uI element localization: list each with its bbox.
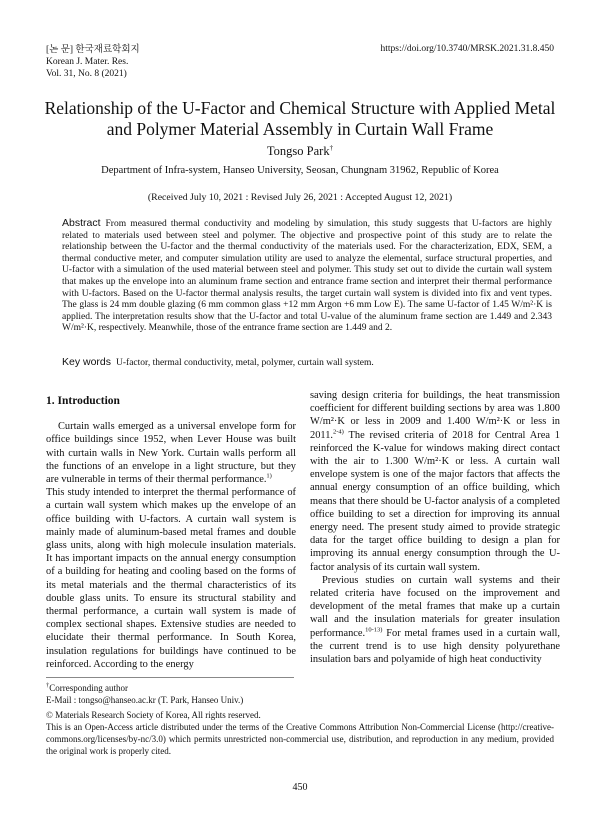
abstract <box>62 218 552 335</box>
affiliation: Department of Infra-system, Hanseo University, Seosan, Chungnam 31962, Republic of Korea <box>101 165 499 176</box>
footnote-divider <box>46 677 294 678</box>
title-line-2: and Polymer Material Assembly in Curtain Wall Frame <box>106 119 494 139</box>
paragraph <box>310 389 560 574</box>
paragraph: This study intended to interpret the thermal performance of a curtain wall system which makes up the envelope of an office building with U-factors. A curtain wall system is mainly made of aluminum-based metal frames and double glass units, along with high molecule insulation materials. It has important impacts on the annual energy consumption of a building for heating and cooling based on the forms of its metal materials and the thermal characteristics of its double glass units. To ensure its structural stability and thermal performance, a curtain wall system is made of complex sectional shapes. Extensive studies are needed to elucidate their thermal performance. In South Korea, insulation regulations for buildings have continued to be reinforced. According to the energy <box>46 487 296 670</box>
abstract-label: Abstract <box>62 217 101 229</box>
section-heading: 1. Introduction <box>46 395 120 407</box>
paragraph <box>46 420 296 486</box>
page-number: 450 <box>292 782 308 793</box>
author-mark: † <box>329 143 334 152</box>
journal-name-korean: [논 문] 한국재료학회지 <box>46 45 140 55</box>
author-name: Tongso Park <box>266 144 330 158</box>
abstract-text: From measured thermal conductivity and modeling by simulation, this study suggests that U-factors are highly related to materials used between steel and polymer. The objective and prospective point of this study are to relate the relationship between the U-factor and the thermal conductivity of the materials used. For the characterization, EDX, SEM, a thermal conductive meter, and computer simulation utility are used to analyze the elemental, surface structural properties, and U-factor with a simulation of the used material between steel and polymer. This study set out to divide the curtain wall system that makes up the envelope into an aluminum frame section and entrance frame section and interpret their thermal performance with U-factors. Based on the U-factor thermal analysis results, the target curtain wall system is divided into fix and vent types. The glass is 24 mm double glazing (6 mm common glass +12 mm Argon +6 mm Low E). The same U-factor of 1.45 W/m²·K is applied. The interpretation results show that the U-factor and total U-value of the aluminum frame section are 1.449 and 2.343 W/m²·K, respectively. Meanwhile, those of the entrance frame section are 1.449 and 2. <box>62 219 552 334</box>
right-column <box>310 389 560 666</box>
citation: 1) <box>266 472 272 480</box>
license-notice: This is an Open-Access article distributed under the terms of the Creative Commons Attribution Non-Commercial License (http://creative-commons.org/licenses/by-nc/3.0) which permits unrestricted non-commercial use, distribution, and reproduction in any medium, provided the original work is properly cited. <box>46 722 554 756</box>
paragraph-text: For metal frames used in a curtain wall, the current trend is to use high density polyurethane insulation bars and polyamide of high heat conductivity <box>310 627 560 666</box>
footnote-mark: † <box>46 682 50 689</box>
paragraph-text: The revised criteria of 2018 for Central Area 1 reinforced the K-value for windows making direct contact with the air to 1.300 W/m²·K or less. A curtain wall envelope system is one of the major factors that affects the annual energy consumption of an office building, which means that there should be U-factor analysis of a completed office building to set a direction for improving its annual energy need. The present study aimed to provide strategic data for the target office building to design a plan for improving its annual energy consumption through the U-factor analysis of its curtain wall system. <box>310 429 560 573</box>
doi-link[interactable]: https://doi.org/10.3740/MRSK.2021.31.8.450 <box>380 44 554 54</box>
author-line <box>0 144 600 159</box>
paragraph-text: Previous studies on curtain wall systems and their related criteria have focused on the improvement and development of the metal frames that make up a curtain wall and the insulation materials for greater insulation performance. <box>310 574 560 639</box>
footnote-corresponding: Corresponding author <box>49 683 128 693</box>
paragraph <box>310 574 560 666</box>
paragraph-text: saving design criteria for buildings, the heat transmission coefficient for different building sections by area was 1.800 W/m²·K or less in 2009 and 1.400 W/m²·K or less in 2011. <box>310 390 560 441</box>
license-block <box>46 709 554 757</box>
journal-name-english: Korean J. Mater. Res. <box>46 57 129 67</box>
submission-dates: (Received July 10, 2021 : Revised July 26, 2021 : Accepted August 12, 2021) <box>147 192 453 203</box>
keywords-label: Key words <box>62 356 112 368</box>
journal-volume: Vol. 31, No. 8 (2021) <box>46 69 127 79</box>
keywords-text: U-factor, thermal conductivity, metal, polymer, curtain wall system. <box>116 358 374 368</box>
left-column <box>46 395 296 671</box>
citation: 2-4) <box>333 428 344 436</box>
journal-header <box>46 44 140 80</box>
paragraph-text: Curtain walls emerged as a universal envelope form for office buildings since 1952, when Lever House was built with curtain walls in New York. Curtain walls perform all the functions of an envelope in a light structure, but they are vulnerable in terms of their thermal performance. <box>46 421 296 486</box>
citation: 10-13) <box>365 626 383 634</box>
footnote <box>46 682 243 706</box>
copyright-notice: © Materials Research Society of Korea, All rights reserved. <box>46 710 261 720</box>
title-line-1: Relationship of the U-Factor and Chemical Structure with Applied Metal <box>44 98 556 118</box>
footnote-email: E-Mail : tongso@hanseo.ac.kr (T. Park, Hanseo Univ.) <box>46 695 244 705</box>
keywords <box>62 356 552 368</box>
paper-title <box>40 98 560 140</box>
